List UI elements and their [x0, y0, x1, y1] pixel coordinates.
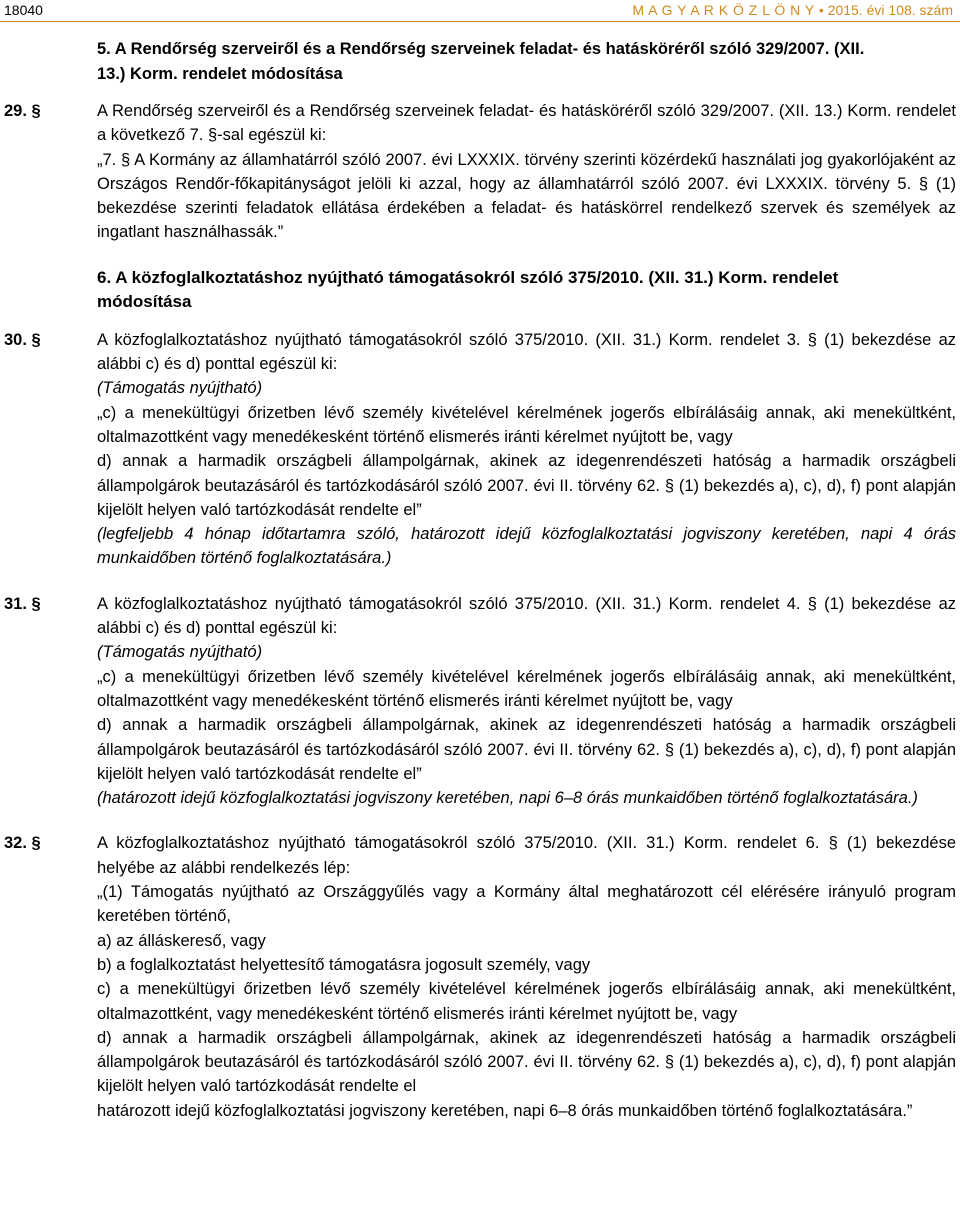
section-title-6: 6. A közfoglalkoztatáshoz nyújtható támogatásokról szóló 375/2010. (XII. 31.) Korm. rendelet módosítása	[97, 267, 839, 312]
italic-heading: (Támogatás nyújtható)	[97, 643, 263, 662]
paragraph-number: 29. §	[4, 102, 41, 120]
paragraph-intro: A közfoglalkoztatáshoz nyújtható támogatásokról szóló 375/2010. (XII. 31.) Korm. rendelet 6. § (1) bekezdése helyébe az alábbi rendelkezés lép:	[97, 834, 956, 877]
document-body	[0, 37, 960, 1123]
closing-text: határozott idejű közfoglalkoztatási jogviszony keretében, napi 6–8 órás munkaidőben történő foglalkoztatására.”	[97, 1101, 913, 1120]
point-d: d) annak a harmadik országbeli állampolgárnak, akinek az idegenrendészeti hatóság a harmadik országbeli állampolgárok beutazásáról és tartózkodásáról szóló 2007. évi II. törvény 62. § (1) bekezdés a), c), d), f) pont alapján kijelölt helyen való tartózkodását rendelte el”	[97, 716, 956, 783]
point-b: b) a foglalkoztatást helyettesítő támogatásra jogosult személy, vagy	[97, 955, 591, 974]
point-d: d) annak a harmadik országbeli állampolgárnak, akinek az idegenrendészeti hatóság a harmadik országbeli állampolgárok beutazásáról és tartózkodásáról szóló 2007. évi II. törvény 62. § (1) bekezdés a), c), d), f) pont alapján kijelölt helyen való tartózkodását rendelte el”	[97, 452, 956, 519]
paragraph-29	[0, 99, 956, 245]
paragraph-number: 31. §	[4, 594, 41, 613]
italic-heading: (Támogatás nyújtható)	[97, 379, 263, 398]
paragraph-32	[0, 831, 956, 1123]
paragraph-30	[0, 328, 956, 571]
quoted-text: „7. § A Kormány az államhatárról szóló 2007. évi LXXXIX. törvény szerinti közérdekű használati jog gyakorlójaként az Országos Rendőr-főkapitányságot jelöli ki azzal, hogy az államhatárról szóló 2007. évi LXXXIX. törvény 5. § (1) bekezdése szerinti feladatok ellátása érdekében a feladat- és hatáskörrel rendelkező szervek és személyek az ingatlant használhassák.”	[97, 150, 956, 242]
paragraph-intro: A közfoglalkoztatáshoz nyújtható támogatásokról szóló 375/2010. (XII. 31.) Korm. rendelet 4. § (1) bekezdése az alábbi c) és d) ponttal egészül ki:	[97, 594, 956, 638]
journal-name: M A G Y A R K Ö Z L Ö N Y	[632, 2, 815, 18]
point-c: „c) a menekültügyi őrizetben lévő személy kivételével kérelmének jogerős elbírálásáig annak, aki menekültként, oltalmazottként vagy menedékesként történő elismerés iránti kérelmet nyújtott be, vagy	[97, 667, 956, 710]
section-title-5: 5. A Rendőrség szerveiről és a Rendőrség szerveinek feladat- és hatásköréről szóló 329/2007. (XII. 13.) Korm. rendelet módosítása	[97, 40, 865, 83]
paragraph-31	[0, 592, 956, 811]
point-d: d) annak a harmadik országbeli állampolgárnak, akinek az idegenrendészeti hatóság a harmadik országbeli állampolgárok beutazásáról és tartózkodásáról szóló 2007. évi II. törvény 62. § (1) bekezdés a), c), d), f) pont alapján kijelölt helyen való tartózkodását rendelte el	[97, 1028, 956, 1096]
paragraph-intro: A Rendőrség szerveiről és a Rendőrség szerveinek feladat- és hatásköréről szóló 329/2007. (XII. 13.) Korm. rendelet a következő 7. §-sal egészül ki:	[97, 102, 956, 145]
journal-title	[632, 0, 953, 20]
paragraph-number: 30. §	[4, 330, 41, 349]
italic-tail: (határozott idejű közfoglalkoztatási jogviszony keretében, napi 6–8 órás munkaidőben történő foglalkoztatására.)	[97, 789, 918, 808]
paragraph-intro: A közfoglalkoztatáshoz nyújtható támogatásokról szóló 375/2010. (XII. 31.) Korm. rendelet 3. § (1) bekezdése az alábbi c) és d) ponttal egészül ki:	[97, 330, 956, 374]
point-a: a) az álláskereső, vagy	[97, 931, 266, 950]
point-c: „c) a menekültügyi őrizetben lévő személy kivételével kérelmének jogerős elbírálásáig annak, aki menekültként, oltalmazottként vagy menedékesként történő elismerés iránti kérelmet nyújtott be, vagy	[97, 403, 956, 446]
paragraph-number: 32. §	[4, 834, 41, 853]
issue-info: • 2015. évi 108. szám	[818, 2, 953, 18]
lead-text: „(1) Támogatás nyújtható az Országgyűlés vagy a Kormány által meghatározott cél elérésére irányuló program keretében történő,	[97, 883, 956, 926]
page-header	[0, 0, 960, 22]
page-number: 18040	[4, 2, 43, 18]
point-c: c) a menekültügyi őrizetben lévő személy kivételével kérelmének jogerős elbírálásáig annak, aki menekültként, oltalmazottként, vagy menedékesként történő elismerés iránti kérelmet nyújtott be, vagy	[97, 980, 956, 1023]
header-rule	[0, 21, 960, 22]
italic-tail: (legfeljebb 4 hónap időtartamra szóló, határozott idejű közfoglalkoztatási jogviszony keretében, napi 4 órás munkaidőben történő foglalkoztatására.)	[97, 525, 956, 568]
